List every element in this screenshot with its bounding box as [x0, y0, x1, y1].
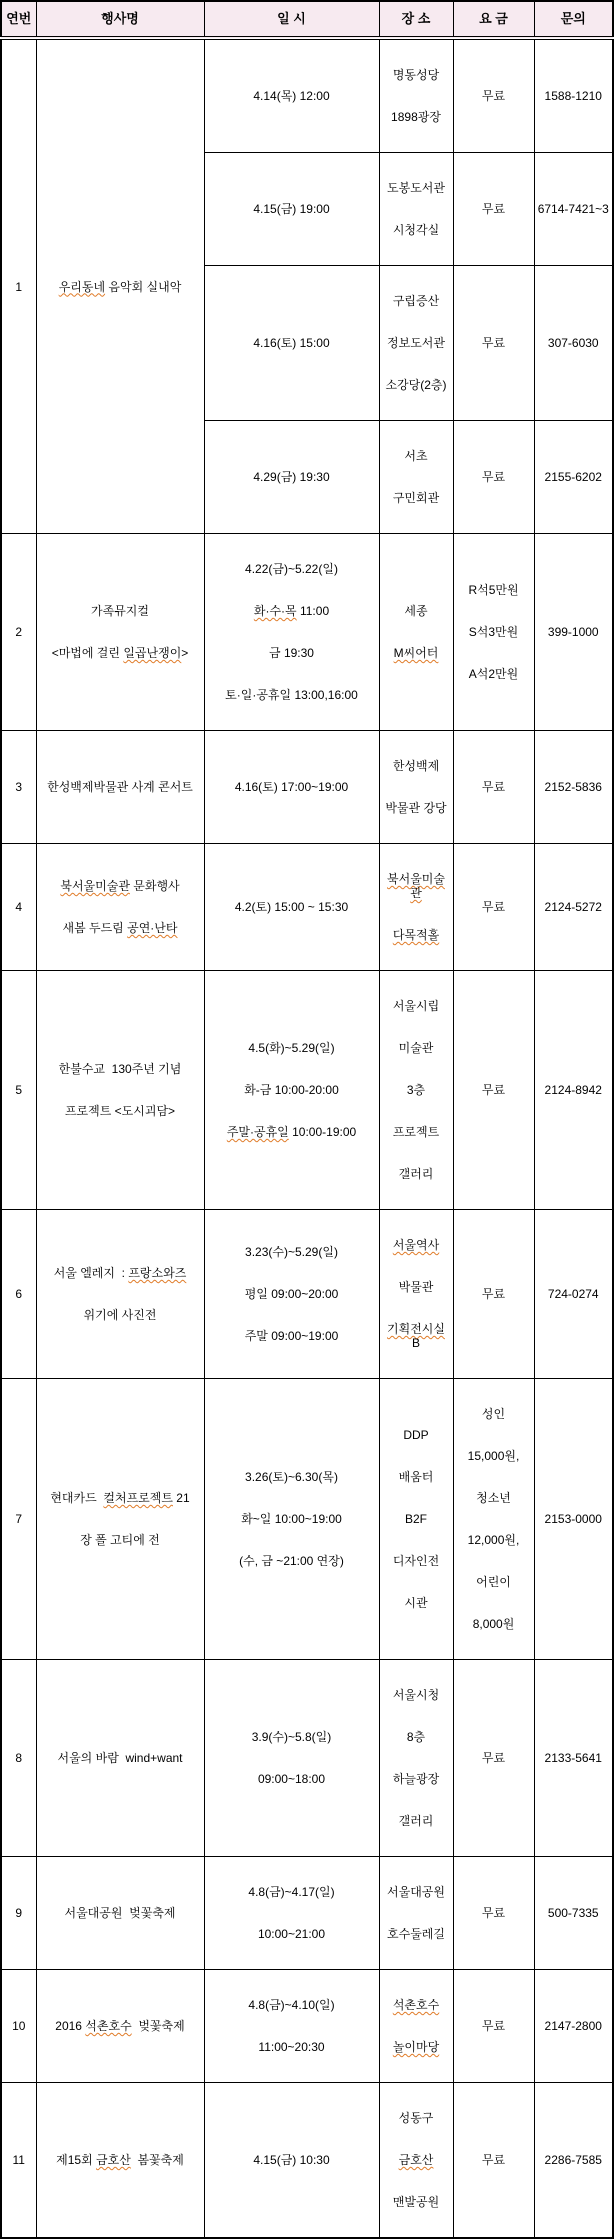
text-line: 1898광장 [391, 110, 441, 124]
text-line: 호수둘레길 [387, 1927, 445, 1941]
text-line: 갤러리 [398, 1814, 434, 1828]
event-name [36, 844, 204, 971]
text-segment: 음악회 실내악 [105, 279, 182, 294]
event-name [36, 534, 204, 731]
text-line: 한불수교 130주년 기념 [58, 1062, 182, 1076]
text-segment: 벚꽃축제 [131, 2019, 185, 2033]
text-line: DDP [403, 1428, 429, 1442]
row-number: 3 [1, 731, 36, 844]
text-segment: 11:00 [296, 604, 330, 618]
event-datetime [204, 1660, 379, 1857]
misspelled-text: 컬처프로젝트 [103, 1491, 173, 1505]
event-datetime [204, 1857, 379, 1970]
event-contact: 307-6030 [534, 266, 613, 421]
text-line: 미술관 [398, 1041, 434, 1055]
text-line: 서울시청 [392, 1688, 440, 1702]
event-fee: 무료 [453, 266, 534, 421]
text-line: 주말 09:00~19:00 [244, 1329, 339, 1343]
event-place [379, 1379, 453, 1660]
col-header-datetime: 일 시 [204, 1, 379, 38]
event-datetime: 4.16(토) 17:00~19:00 [204, 731, 379, 844]
misspelled-text: M씨어터 [393, 646, 439, 660]
table-row [1, 731, 613, 844]
text-line: 서초 [404, 449, 428, 463]
text-line [39, 280, 202, 294]
text-line: 화-금 10:00-20:00 [244, 1083, 339, 1097]
event-name: 서울의 바람 wind+want [36, 1660, 204, 1857]
event-place [379, 534, 453, 731]
col-header-no: 연번 [1, 1, 36, 38]
text-line: 서울대공원 [387, 1885, 445, 1899]
text-line: 금 19:30 [269, 646, 314, 660]
event-fee [453, 534, 534, 731]
event-contact: 2147-2800 [534, 1970, 613, 2083]
table-row [1, 534, 613, 731]
event-fee: 무료 [453, 1210, 534, 1379]
text-segment: 문화행사 [129, 879, 180, 893]
text-line: 4.8(금)~4.10(일) [248, 1998, 335, 2012]
event-fee: 무료 [453, 844, 534, 971]
text-line: 3.26(토)~6.30(목) [245, 1470, 338, 1484]
misspelled-text: 석촌호수 [85, 2019, 132, 2033]
misspelled-text: 북서울미술관 [387, 872, 445, 900]
event-name [36, 1970, 204, 2083]
event-datetime [204, 1210, 379, 1379]
text-line [39, 1491, 202, 1505]
text-segment: 서울 엘레지 : [53, 1266, 129, 1280]
row-number: 2 [1, 534, 36, 731]
text-line [39, 1266, 202, 1280]
text-line: 세종 [404, 604, 428, 618]
misspelled-text: 기획전시실 [387, 1322, 445, 1336]
table-row [1, 1210, 613, 1379]
misspelled-text: 주말·공휴일 [226, 1125, 289, 1139]
text-segment: B [411, 1322, 449, 1350]
event-fee: 무료 [453, 1970, 534, 2083]
text-line: 서울시립 [392, 999, 440, 1013]
event-contact: 2153-0000 [534, 1379, 613, 1660]
text-line [39, 2153, 202, 2167]
text-segment: 21 [172, 1491, 190, 1505]
misspelled-text: 화·수·목 [253, 604, 297, 618]
event-place [379, 971, 453, 1210]
text-line: 시관 [404, 1596, 428, 1610]
event-datetime: 4.15(금) 19:00 [204, 153, 379, 266]
text-line: 4.5(화)~5.29(일) [248, 1041, 335, 1055]
text-segment: > [181, 646, 189, 660]
text-line: 토·일·공휴일 13:00,16:00 [225, 688, 358, 702]
table-row [1, 844, 613, 971]
col-header-contact: 문의 [534, 1, 613, 38]
col-header-place: 장 소 [379, 1, 453, 38]
row-number: 11 [1, 2083, 36, 2239]
text-line: 정보도서관 [387, 336, 445, 350]
event-fee: 무료 [453, 421, 534, 534]
event-contact: 724-0274 [534, 1210, 613, 1379]
misspelled-text: 일곱난쟁이 [123, 646, 182, 660]
event-place [379, 38, 453, 153]
text-segment: <마법에 걸린 [51, 646, 124, 660]
event-contact: 2124-5272 [534, 844, 613, 971]
col-header-fee: 요 금 [453, 1, 534, 38]
misspelled-text: 다목적홀 [392, 928, 440, 942]
text-segment: 봄꽃축제 [130, 2153, 184, 2167]
text-line: 갤러리 [398, 1167, 434, 1181]
header-row [1, 1, 613, 38]
text-line: 하늘광장 [392, 1772, 440, 1786]
event-contact: 6714-7421~3 [534, 153, 613, 266]
misspelled-text: 프랑소와즈 [128, 1266, 187, 1280]
text-line: 도봉도서관 [387, 181, 445, 195]
text-line [39, 921, 202, 935]
text-line: 한성백제 [392, 759, 440, 773]
table-row [1, 1379, 613, 1660]
event-place [379, 844, 453, 971]
text-line [207, 604, 377, 618]
text-line [39, 879, 202, 893]
event-datetime: 4.15(금) 10:30 [204, 2083, 379, 2239]
text-line: 구립증산 [392, 294, 440, 308]
table-row [1, 1970, 613, 2083]
event-place [379, 1970, 453, 2083]
text-line: 3.9(수)~5.8(일) [251, 1730, 332, 1744]
event-place [379, 2083, 453, 2239]
event-fee: 무료 [453, 1857, 534, 1970]
text-line: 4.22(금)~5.22(일) [245, 562, 338, 576]
event-datetime: 4.29(금) 19:30 [204, 421, 379, 534]
text-line: 프로젝트 [392, 1125, 440, 1139]
text-segment: 2016 [55, 2019, 86, 2033]
text-line: 8,000원 [472, 1617, 515, 1631]
event-fee: 무료 [453, 2083, 534, 2239]
row-number: 9 [1, 1857, 36, 1970]
table-row [1, 971, 613, 1210]
row-number: 8 [1, 1660, 36, 1857]
text-line: 시청각실 [392, 223, 440, 237]
text-line: 10:00~21:00 [257, 1927, 326, 1941]
text-segment: 10:00-19:00 [288, 1125, 357, 1139]
misspelled-text: 금호산 [96, 2153, 131, 2167]
event-contact: 1588-1210 [534, 38, 613, 153]
text-line: 8층 [406, 1730, 426, 1744]
text-line: 배움터 [398, 1470, 434, 1484]
event-fee: 무료 [453, 731, 534, 844]
text-line [382, 1322, 451, 1350]
text-line: 3.23(수)~5.29(일) [245, 1245, 338, 1259]
event-place [379, 421, 453, 534]
text-line: 가족뮤지컬 [91, 604, 149, 618]
row-number: 4 [1, 844, 36, 971]
table-row [1, 1660, 613, 1857]
event-contact: 2155-6202 [534, 421, 613, 534]
text-line: 박물관 [398, 1280, 434, 1294]
row-number: 10 [1, 1970, 36, 2083]
misspelled-text: 공연·난타 [127, 921, 178, 935]
row-number: 1 [1, 38, 36, 534]
text-line: 프로젝트 <도시괴담> [64, 1104, 176, 1118]
text-line: 11:00~20:30 [258, 2040, 325, 2054]
event-fee: 무료 [453, 38, 534, 153]
text-line: 평일 09:00~20:00 [244, 1287, 339, 1301]
text-segment: 제15회 [56, 2153, 97, 2167]
event-fee: 무료 [453, 153, 534, 266]
text-line: 3층 [406, 1083, 426, 1097]
event-contact: 2124-8942 [534, 971, 613, 1210]
text-line: 청소년 [476, 1491, 511, 1505]
text-segment: 현대카드 [50, 1491, 104, 1505]
event-name [36, 1379, 204, 1660]
text-line [39, 646, 202, 660]
event-place [379, 1660, 453, 1857]
misspelled-text: 놀이마당 [392, 2040, 440, 2054]
table-row [1, 2083, 613, 2239]
text-line: A석2만원 [468, 667, 519, 681]
event-datetime: 4.16(토) 15:00 [204, 266, 379, 421]
misspelled-text: 금호산 [398, 2153, 434, 2167]
event-name [36, 2083, 204, 2239]
event-fee [453, 1379, 534, 1660]
misspelled-text: 석촌호수 [392, 1998, 440, 2012]
text-line: 디자인전 [392, 1554, 440, 1568]
text-line: S석3만원 [468, 625, 519, 639]
event-place [379, 1210, 453, 1379]
text-line: 장 폴 고티에 전 [80, 1533, 160, 1547]
event-contact: 2152-5836 [534, 731, 613, 844]
text-line: 어린이 [476, 1575, 511, 1589]
text-line: 성동구 [398, 2111, 434, 2125]
event-datetime [204, 1970, 379, 2083]
event-contact: 2133-5641 [534, 1660, 613, 1857]
event-place [379, 731, 453, 844]
col-header-event-name: 행사명 [36, 1, 204, 38]
event-datetime: 4.14(목) 12:00 [204, 38, 379, 153]
row-number: 5 [1, 971, 36, 1210]
event-place [379, 1857, 453, 1970]
table-row [1, 38, 613, 153]
text-line: 화~일 10:00~19:00 [241, 1512, 342, 1526]
text-line: B2F [404, 1512, 427, 1526]
text-line: 15,000원, [467, 1449, 520, 1463]
table-row [1, 1857, 613, 1970]
text-line: 명동성당 [392, 68, 440, 82]
text-line: 12,000원, [467, 1533, 520, 1547]
misspelled-text: 북서울미술관 [60, 879, 130, 893]
event-fee: 무료 [453, 971, 534, 1210]
text-line: 4.8(금)~4.17(일) [248, 1885, 335, 1899]
event-contact: 399-1000 [534, 534, 613, 731]
misspelled-text: 서울역사 [392, 1238, 440, 1252]
event-contact: 500-7335 [534, 1857, 613, 1970]
text-line: 구민회관 [392, 491, 440, 505]
misspelled-text: 우리동네 [58, 279, 106, 294]
row-number: 6 [1, 1210, 36, 1379]
event-place [379, 153, 453, 266]
text-line: 소강당(2층) [385, 378, 447, 392]
text-line: 성인 [481, 1407, 506, 1421]
event-datetime [204, 534, 379, 731]
text-line: 09:00~18:00 [257, 1772, 326, 1786]
event-name: 한성백제박물관 사계 콘서트 [36, 731, 204, 844]
text-line: 위기에 사진전 [83, 1308, 157, 1322]
event-fee: 무료 [453, 1660, 534, 1857]
event-datetime: 4.2(토) 15:00 ~ 15:30 [204, 844, 379, 971]
row-number: 7 [1, 1379, 36, 1660]
text-line: 맨발공원 [392, 2195, 440, 2209]
text-line [207, 1125, 377, 1139]
text-line [39, 2019, 202, 2033]
event-name: 서울대공원 벚꽃축제 [36, 1857, 204, 1970]
event-name [36, 971, 204, 1210]
text-segment: 새봄 두드림 [62, 921, 128, 935]
text-line: (수, 금 ~21:00 연장) [239, 1554, 344, 1568]
event-datetime [204, 1379, 379, 1660]
event-place [379, 266, 453, 421]
event-datetime [204, 971, 379, 1210]
text-line: 박물관 강당 [385, 801, 447, 815]
text-line: R석5만원 [468, 583, 519, 597]
event-name [36, 1210, 204, 1379]
event-contact: 2286-7585 [534, 2083, 613, 2239]
event-name [36, 38, 204, 534]
